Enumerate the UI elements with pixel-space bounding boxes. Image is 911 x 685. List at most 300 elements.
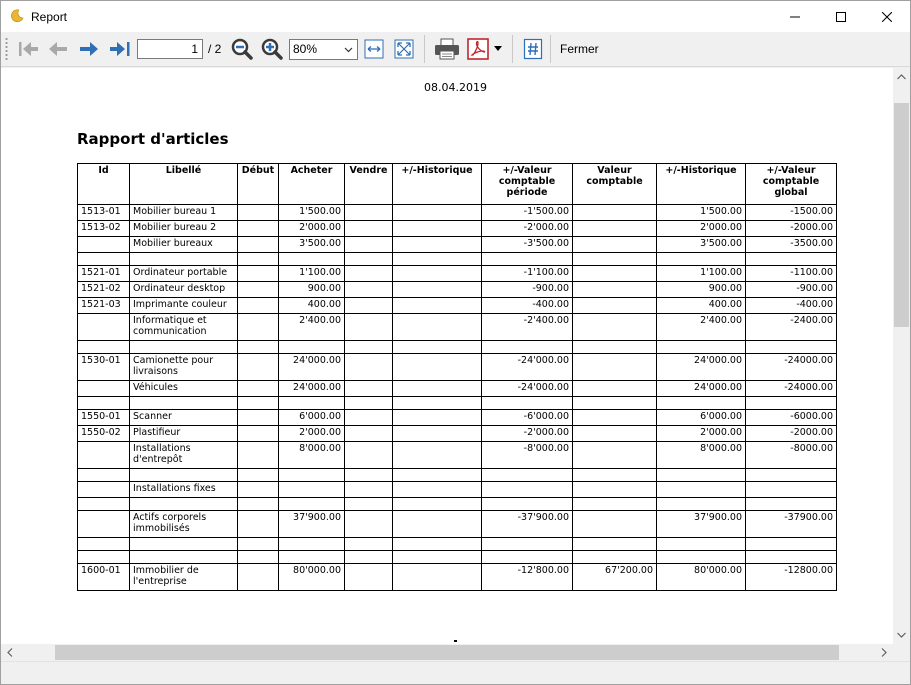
report-title: Rapport d'articles [77,130,229,148]
cell-vglobal: -3500.00 [746,237,837,253]
cell-vperiode [482,469,573,482]
cell-vglobal: -2400.00 [746,314,837,341]
first-page-button[interactable] [15,37,41,61]
cell-vcompt [573,266,657,282]
cell-acheter: 1'500.00 [279,205,345,221]
cell-id: 1513-01 [78,205,130,221]
header-valeur-periode: +/-Valeur comptable période [482,164,573,205]
cell-vcompt [573,482,657,498]
cell-hist [393,551,482,564]
cell-vendre [345,354,393,381]
table-row [78,442,837,469]
table-row [78,298,837,314]
cell-vcompt [573,511,657,538]
cell-vcompt [573,221,657,237]
cell-debut [238,221,279,237]
cell-libelle: Véhicules [130,381,238,397]
cell-hist2 [657,397,746,410]
fit-width-button[interactable] [362,37,386,61]
cell-acheter: 24'000.00 [279,354,345,381]
cell-hist [393,498,482,511]
toolbar-separator [550,35,551,63]
cell-vendre [345,381,393,397]
chevron-down-icon [344,45,353,54]
cell-vendre [345,498,393,511]
toolbar-grip[interactable] [5,37,8,61]
page-number-input[interactable]: 1 [137,39,203,59]
print-button[interactable] [432,37,462,61]
table-row [78,282,837,298]
cell-hist [393,282,482,298]
cell-acheter: 24'000.00 [279,381,345,397]
cell-vperiode: -12'800.00 [482,564,573,591]
table-row [78,221,837,237]
cell-vendre [345,551,393,564]
cell-vglobal [746,551,837,564]
table-row [78,426,837,442]
cell-id: 1550-01 [78,410,130,426]
table-row [78,381,837,397]
cell-vcompt [573,341,657,354]
cell-vperiode: -37'900.00 [482,511,573,538]
header-historique: +/-Historique [393,164,482,205]
header-debut: Début [238,164,279,205]
cell-vcompt [573,469,657,482]
cell-hist2: 24'000.00 [657,381,746,397]
zoom-value: 80% [293,42,318,56]
cell-vendre [345,511,393,538]
cell-hist2: 2'000.00 [657,221,746,237]
cell-vperiode: -2'000.00 [482,426,573,442]
minimize-button[interactable] [772,1,818,32]
cell-vendre [345,266,393,282]
scroll-left-icon[interactable] [7,648,13,657]
cell-id: 1521-02 [78,282,130,298]
cell-libelle [130,253,238,266]
cell-id [78,442,130,469]
cell-vcompt [573,237,657,253]
cell-vglobal: -2000.00 [746,221,837,237]
cell-acheter: 900.00 [279,282,345,298]
cell-debut [238,253,279,266]
cell-id [78,381,130,397]
cell-acheter: 1'100.00 [279,266,345,282]
pdf-icon [467,38,489,60]
cell-vendre [345,410,393,426]
cell-hist [393,237,482,253]
cell-id [78,469,130,482]
cell-vcompt [573,498,657,511]
cell-vperiode: -2'400.00 [482,314,573,341]
cell-vglobal: -37900.00 [746,511,837,538]
page-total: / 2 [208,42,222,56]
cell-libelle: Plastifieur [130,426,238,442]
table-row [78,314,837,341]
cell-hist [393,410,482,426]
cell-id: 1521-03 [78,298,130,314]
cell-hist2: 6'000.00 [657,410,746,426]
table-row [78,482,837,498]
cell-vglobal: -12800.00 [746,564,837,591]
cell-vperiode: -8'000.00 [482,442,573,469]
cell-acheter [279,498,345,511]
cell-vendre [345,538,393,551]
cell-id [78,341,130,354]
cell-hist [393,205,482,221]
page-number-marker [454,640,457,642]
toolbar [1,32,910,67]
horizontal-scroll-thumb[interactable] [55,645,839,660]
cell-hist2 [657,498,746,511]
cell-debut [238,266,279,282]
table-row [78,410,837,426]
cell-vglobal: -400.00 [746,298,837,314]
table-row [78,205,837,221]
cell-vcompt [573,298,657,314]
cell-libelle [130,498,238,511]
horizontal-scrollbar[interactable] [1,644,893,661]
cell-vglobal: -1500.00 [746,205,837,221]
cell-vperiode: -24'000.00 [482,381,573,397]
cell-vglobal [746,538,837,551]
table-row [78,266,837,282]
cell-hist [393,221,482,237]
hash-document-icon [523,38,543,60]
table-row [78,511,837,538]
report-table [77,163,837,591]
first-page-icon [17,40,39,58]
table-row [78,538,837,551]
cell-vglobal: -24000.00 [746,354,837,381]
export-dropdown-button[interactable] [492,37,504,61]
cell-hist2: 2'400.00 [657,314,746,341]
cell-hist2: 1'500.00 [657,205,746,221]
cell-id [78,511,130,538]
cell-vperiode: -6'000.00 [482,410,573,426]
cell-vperiode [482,341,573,354]
cell-debut [238,282,279,298]
cell-hist2: 37'900.00 [657,511,746,538]
cell-vglobal: -8000.00 [746,442,837,469]
cell-id [78,397,130,410]
cell-debut [238,551,279,564]
cell-vendre [345,282,393,298]
cell-vglobal: -900.00 [746,282,837,298]
cell-acheter: 2'000.00 [279,426,345,442]
cell-vglobal [746,482,837,498]
cell-acheter: 80'000.00 [279,564,345,591]
scrollbar-corner [893,644,910,661]
cell-libelle: Scanner [130,410,238,426]
cell-vglobal [746,498,837,511]
close-report-button[interactable]: Fermer [560,42,599,56]
cell-id [78,538,130,551]
cell-hist2 [657,538,746,551]
cell-vendre [345,314,393,341]
cell-acheter: 8'000.00 [279,442,345,469]
cell-hist [393,266,482,282]
close-icon [882,12,892,22]
cell-vendre [345,442,393,469]
cell-id: 1600-01 [78,564,130,591]
cell-acheter: 2'000.00 [279,221,345,237]
cell-vendre [345,564,393,591]
toolbar-separator [512,35,513,63]
cell-libelle: Mobilier bureau 2 [130,221,238,237]
maximize-icon [836,12,846,22]
cell-id [78,498,130,511]
cell-acheter: 6'000.00 [279,410,345,426]
cell-id [78,314,130,341]
cell-vperiode [482,498,573,511]
cell-vendre [345,426,393,442]
cell-hist [393,511,482,538]
cell-libelle: Immobilier de l'entreprise [130,564,238,591]
cell-hist [393,354,482,381]
cell-acheter [279,253,345,266]
cell-debut [238,381,279,397]
cell-libelle: Ordinateur desktop [130,282,238,298]
cell-debut [238,314,279,341]
scroll-down-icon[interactable] [897,632,906,638]
toolbar-separator [424,35,425,63]
settings-button[interactable] [520,37,546,61]
fit-width-icon [364,39,384,59]
cell-hist2: 3'500.00 [657,237,746,253]
cell-id [78,237,130,253]
document-view[interactable] [1,68,893,644]
cell-hist [393,397,482,410]
cell-debut [238,205,279,221]
cell-hist [393,253,482,266]
cell-hist2 [657,341,746,354]
previous-page-button[interactable] [45,37,71,61]
cell-id: 1530-01 [78,354,130,381]
cell-libelle: Ordinateur portable [130,266,238,282]
cell-vperiode: -3'500.00 [482,237,573,253]
cell-libelle [130,341,238,354]
cell-vperiode: -400.00 [482,298,573,314]
cell-vcompt: 67'200.00 [573,564,657,591]
cell-vcompt [573,397,657,410]
minimize-icon [790,12,800,22]
cell-vendre [345,341,393,354]
table-row [78,564,837,591]
cell-vcompt [573,282,657,298]
cell-libelle [130,551,238,564]
cell-libelle: Installations d'entrepôt [130,442,238,469]
cell-vendre [345,237,393,253]
cell-libelle: Installations fixes [130,482,238,498]
scroll-right-icon[interactable] [881,648,887,657]
cell-vglobal: -6000.00 [746,410,837,426]
cell-libelle [130,397,238,410]
cell-debut [238,397,279,410]
cell-vcompt [573,442,657,469]
cell-hist2 [657,469,746,482]
cell-id [78,482,130,498]
cell-libelle: Camionette pour livraisons [130,354,238,381]
table-header-row [78,164,837,205]
header-vendre: Vendre [345,164,393,205]
last-page-button[interactable] [106,37,134,61]
cell-vcompt [573,381,657,397]
title-bar [1,1,910,32]
cell-hist2: 8'000.00 [657,442,746,469]
caret-down-icon [494,46,502,52]
cell-id: 1521-01 [78,266,130,282]
cell-vcompt [573,426,657,442]
cell-vperiode: -1'100.00 [482,266,573,282]
table-row [78,551,837,564]
maximize-button[interactable] [818,1,864,32]
cell-libelle: Informatique et communication [130,314,238,341]
cell-vperiode [482,397,573,410]
table-row [78,237,837,253]
vertical-scrollbar[interactable] [893,68,910,644]
cell-acheter [279,551,345,564]
cell-acheter [279,397,345,410]
table-row [78,253,837,266]
cell-hist [393,381,482,397]
cell-debut [238,298,279,314]
cell-acheter: 37'900.00 [279,511,345,538]
window-title: Report [31,10,68,24]
header-valeur-comptable: Valeur comptable [573,164,657,205]
table-row [78,397,837,410]
cell-hist [393,314,482,341]
cell-libelle: Actifs corporels immobilisés [130,511,238,538]
cell-vendre [345,397,393,410]
cell-vperiode [482,538,573,551]
cell-hist [393,298,482,314]
report-date: 08.04.2019 [424,81,487,94]
cell-debut [238,469,279,482]
cell-vcompt [573,410,657,426]
cell-vglobal: -24000.00 [746,381,837,397]
cell-vendre [345,469,393,482]
header-acheter: Acheter [279,164,345,205]
cell-id [78,253,130,266]
cell-debut [238,482,279,498]
cell-hist2 [657,253,746,266]
fit-page-button[interactable] [392,37,416,61]
cell-hist2: 900.00 [657,282,746,298]
cell-vglobal [746,253,837,266]
cell-debut [238,354,279,381]
cell-hist [393,564,482,591]
scroll-up-icon[interactable] [897,74,906,80]
cell-hist2: 2'000.00 [657,426,746,442]
cell-vglobal: -1100.00 [746,266,837,282]
table-row [78,469,837,482]
cell-acheter [279,538,345,551]
cell-debut [238,498,279,511]
cell-vglobal [746,397,837,410]
cell-vglobal [746,341,837,354]
cell-vendre [345,482,393,498]
cell-vglobal: -2000.00 [746,426,837,442]
table-row [78,498,837,511]
cell-vcompt [573,538,657,551]
next-page-button[interactable] [76,37,102,61]
cell-vperiode [482,482,573,498]
cell-hist2: 400.00 [657,298,746,314]
cell-hist [393,426,482,442]
cell-hist [393,538,482,551]
cell-acheter: 3'500.00 [279,237,345,253]
vertical-scroll-thumb[interactable] [894,103,909,327]
cell-acheter [279,482,345,498]
cell-vperiode: -1'500.00 [482,205,573,221]
cell-debut [238,341,279,354]
cell-debut [238,511,279,538]
fit-page-icon [394,39,414,59]
cell-vglobal [746,469,837,482]
cell-vcompt [573,205,657,221]
cell-vcompt [573,314,657,341]
cell-id: 1513-02 [78,221,130,237]
cell-libelle [130,469,238,482]
header-id: Id [78,164,130,205]
cell-libelle: Imprimante couleur [130,298,238,314]
close-window-button[interactable] [864,1,910,32]
arrow-left-icon [47,40,69,58]
cell-vcompt [573,354,657,381]
cell-acheter: 400.00 [279,298,345,314]
cell-vperiode [482,551,573,564]
cell-libelle: Mobilier bureaux [130,237,238,253]
cell-vendre [345,298,393,314]
cell-debut [238,237,279,253]
table-row [78,354,837,381]
cell-libelle: Mobilier bureau 1 [130,205,238,221]
cell-hist [393,469,482,482]
export-pdf-button[interactable] [465,37,491,61]
cell-libelle [130,538,238,551]
cell-hist2: 1'100.00 [657,266,746,282]
zoom-out-button[interactable] [229,37,255,61]
cell-vcompt [573,551,657,564]
cell-debut [238,426,279,442]
header-historique-2: +/-Historique [657,164,746,205]
cell-vendre [345,205,393,221]
cell-hist [393,442,482,469]
cell-hist2: 80'000.00 [657,564,746,591]
zoom-in-button[interactable] [259,37,285,61]
arrow-right-icon [78,40,100,58]
cell-hist2: 24'000.00 [657,354,746,381]
last-page-icon [108,40,132,58]
cell-acheter [279,469,345,482]
header-libelle: Libellé [130,164,238,205]
cell-hist [393,341,482,354]
cell-acheter [279,341,345,354]
zoom-out-icon [231,38,253,60]
header-valeur-global: +/-Valeur comptable global [746,164,837,205]
printer-icon [434,38,460,60]
moon-icon [10,9,24,23]
cell-vperiode: -2'000.00 [482,221,573,237]
cell-vendre [345,253,393,266]
cell-hist2 [657,551,746,564]
zoom-select[interactable] [289,39,358,60]
cell-vperiode: -900.00 [482,282,573,298]
cell-id: 1550-02 [78,426,130,442]
status-bar [1,661,910,684]
cell-debut [238,564,279,591]
cell-hist [393,482,482,498]
